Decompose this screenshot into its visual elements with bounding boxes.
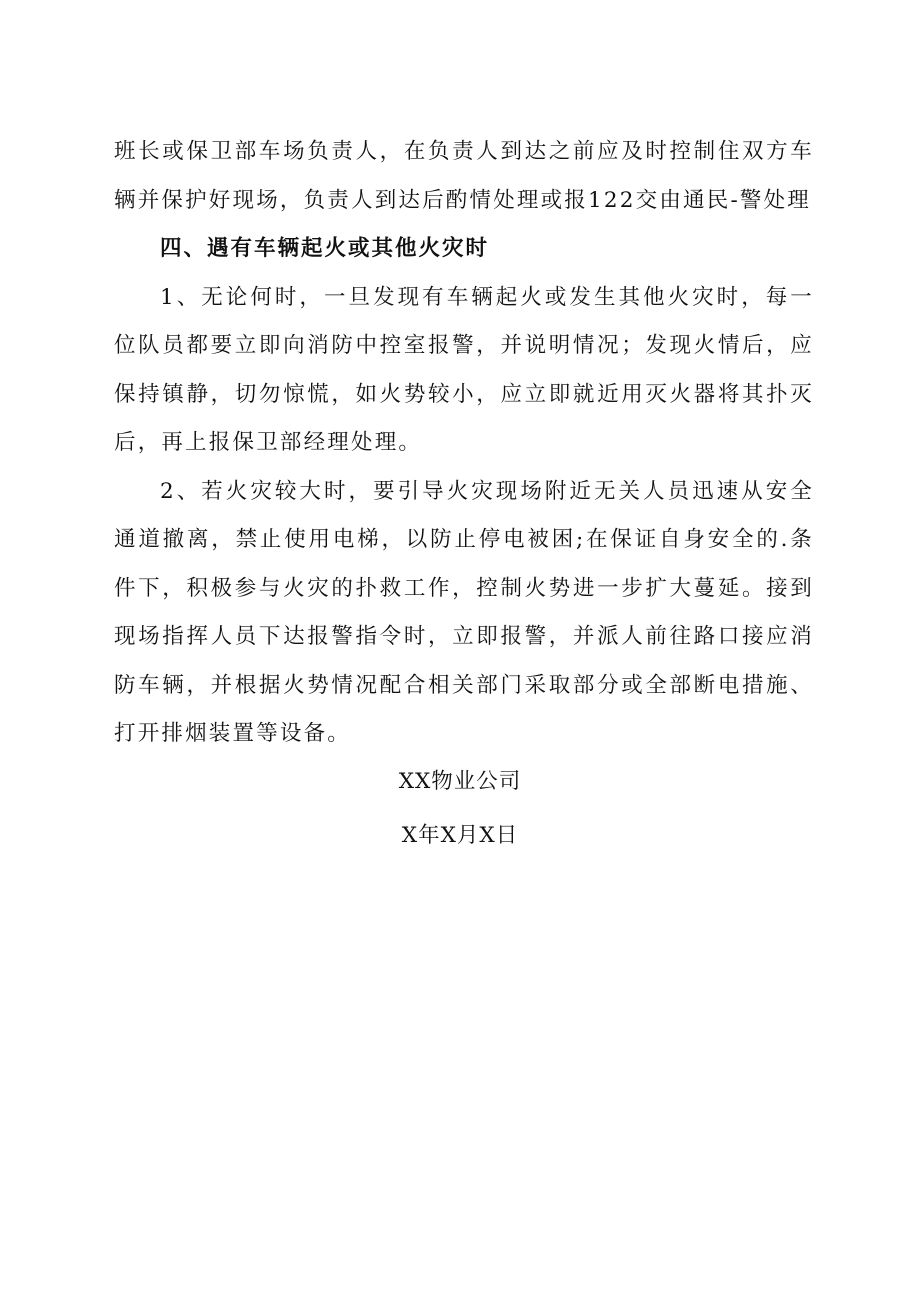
paragraph-continued: 班长或保卫部车场负责人，在负责人到达之前应及时控制住双方车辆并保护好现场，负责人到达后酌情处理或报122交由通民-警处理	[114, 139, 814, 213]
signature-date: X年X月X日	[401, 823, 519, 848]
paragraph-fire-item-2: 2、若火灾较大时，要引导火灾现场附近无关人员迅速从安全通道撤离，禁止使用电梯，以防止停电被困;在保证自身安全的.条件下，积极参与火灾的扑救工作，控制火势进一步扩大蔓延。接到现场指挥人员下达报警指令时，立即报警，并派人前往路口接应消防车辆，并根据火势情况配合相关部门采取部分或全部断电措施、打开排烟装置等设备。	[114, 478, 814, 746]
signature-company: XX物业公司	[398, 769, 522, 794]
paragraph-fire-item-1: 1、无论何时，一旦发现有车辆起火或发生其他火灾时，每一位队员都要立即向消防中控室报警，并说明情况；发现火情后，应保持镇静，切勿惊慌，如火势较小，应立即就近用灭火器将其扑灭后，再上报保卫部经理处理。	[114, 284, 814, 455]
section-heading-fire: 四、遇有车辆起火或其他火灾时	[160, 236, 490, 261]
document-body	[114, 128, 814, 759]
